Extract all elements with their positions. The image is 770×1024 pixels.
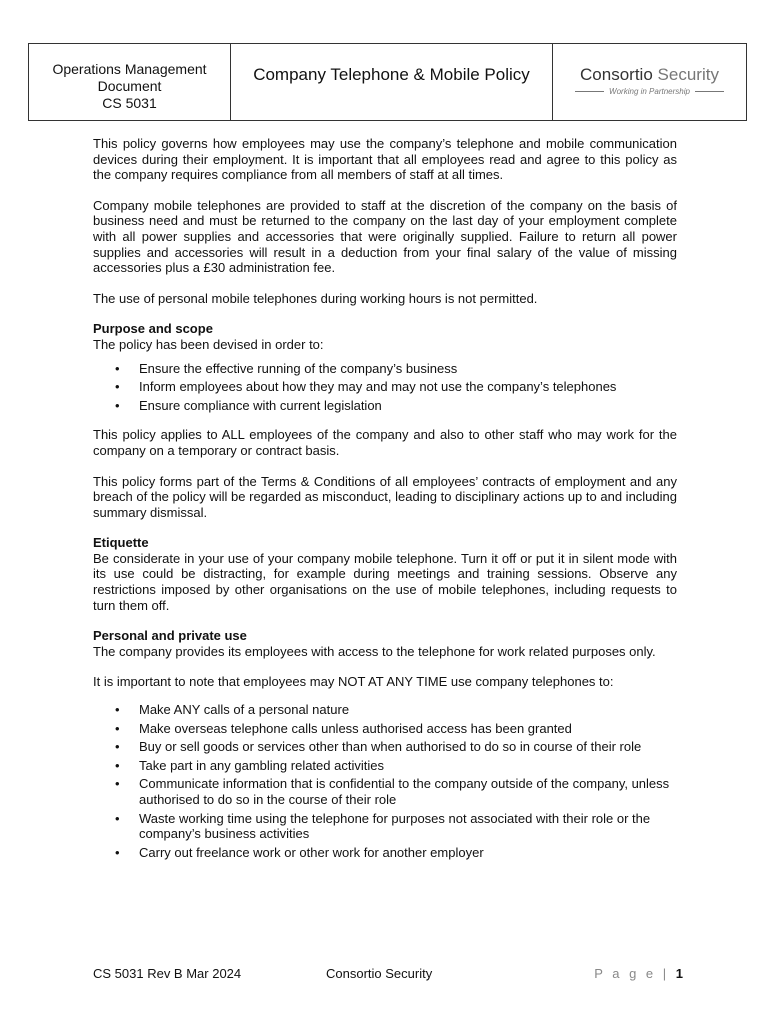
logo-tagline-row [575, 87, 724, 96]
bullet-icon: • [115, 844, 120, 860]
bullet-icon: • [115, 397, 120, 413]
list-item: • Make overseas telephone calls unless authorised access has been granted [115, 720, 572, 736]
list-item: • Take part in any gambling related activities [115, 757, 384, 773]
list-item: • Carry out freelance work or other work for another employer [115, 844, 484, 860]
footer-revision: CS 5031 Rev B Mar 2024 [93, 966, 242, 981]
bullet-icon: • [115, 776, 120, 792]
bullet-icon: • [115, 360, 120, 376]
list-item: • Communicate information that is confidential to the company outside of the company, unless authorised to do so in the course of their role [115, 776, 670, 807]
bullet-icon: • [115, 379, 120, 395]
list-item: • Ensure compliance with current legislation [115, 397, 382, 413]
company-logo [553, 65, 746, 85]
intro-paragraph-3: The use of personal mobile telephones during working hours is not permitted. [93, 290, 538, 306]
page-number: 1 [675, 966, 683, 981]
personal-use-heading: Personal and private use [93, 628, 247, 644]
footer-company: Consortio Security [326, 966, 433, 981]
policy-body [93, 136, 677, 874]
list-item: • Make ANY calls of a personal nature [115, 702, 350, 718]
etiquette-heading: Etiquette [93, 535, 149, 551]
bullet-icon: • [115, 810, 120, 826]
purpose-list [93, 361, 677, 414]
scope-paragraph-2: This policy forms part of the Terms & Conditions of all employees’ contracts of employment and any breach of the policy will be regarded as misconduct, leading to disciplinary actions up to and including summary dismissal. [93, 473, 677, 520]
document-header [28, 43, 747, 121]
logo-name-2: Security [657, 65, 719, 84]
purpose-heading: Purpose and scope [93, 321, 213, 337]
purpose-intro: The policy has been devised in order to: [93, 336, 324, 352]
intro-paragraph-1: This policy governs how employees may use the company’s telephone and mobile communication devices during their employment. It is important that all employees read and agree to this policy as the company requires compliance from all members of staff at all times. [93, 136, 677, 183]
doc-title: Company Telephone & Mobile Policy [253, 65, 530, 84]
logo-cell [553, 44, 746, 120]
etiquette-paragraph: Be considerate in your use of your company mobile telephone. Turn it off or put it in silent mode with its use could be distracting, for example during meetings and training sessions. Observe any restrictions imposed by other organisations on the use of mobile telephones, including requests to turn them off. [93, 550, 677, 613]
intro-paragraph-2: Company mobile telephones are provided to staff at the discretion of the company on the basis of business need and must be returned to the company on the last day of your employment complete with all power supplies and accessories that were originally supplied. Failure to return all power supplies and accessories will result in a deduction from your final salary of the value of missing accessories plus a £30 administration fee. [93, 197, 677, 276]
page-footer [93, 966, 683, 984]
list-item: • Waste working time using the telephone for purposes not associated with their role or the company’s business activities [115, 810, 651, 842]
doc-type-line2: Document [97, 78, 162, 94]
bullet-icon: • [115, 757, 120, 773]
personal-use-paragraph-1: The company provides its employees with access to the telephone for work related purposes only. [93, 643, 656, 659]
footer-page [594, 966, 683, 981]
personal-use-paragraph-2: It is important to note that employees may NOT AT ANY TIME use company telephones to: [93, 674, 614, 690]
bullet-icon: • [115, 720, 120, 736]
tagline-rule-right [695, 91, 724, 92]
tagline-rule-left [575, 91, 604, 92]
logo-tagline: Working in Partnership [609, 87, 690, 96]
list-item: • Buy or sell goods or services other than when authorised to do so in course of their role [115, 739, 642, 755]
bullet-icon: • [115, 702, 120, 718]
doc-type-cell [29, 44, 231, 120]
logo-name-1: Consortio [580, 65, 653, 84]
page-label: P a g e | [594, 966, 670, 981]
doc-code: CS 5031 [102, 95, 157, 111]
bullet-icon: • [115, 739, 120, 755]
doc-title-cell [231, 44, 553, 120]
scope-paragraph-1: This policy applies to ALL employees of the company and also to other staff who may work for the company on a temporary or contract basis. [93, 427, 677, 458]
prohibited-uses-list [93, 702, 677, 860]
doc-type-line1: Operations Management [52, 61, 207, 77]
list-item: • Ensure the effective running of the company’s business [115, 360, 458, 376]
list-item: • Inform employees about how they may and may not use the company’s telephones [115, 379, 617, 395]
